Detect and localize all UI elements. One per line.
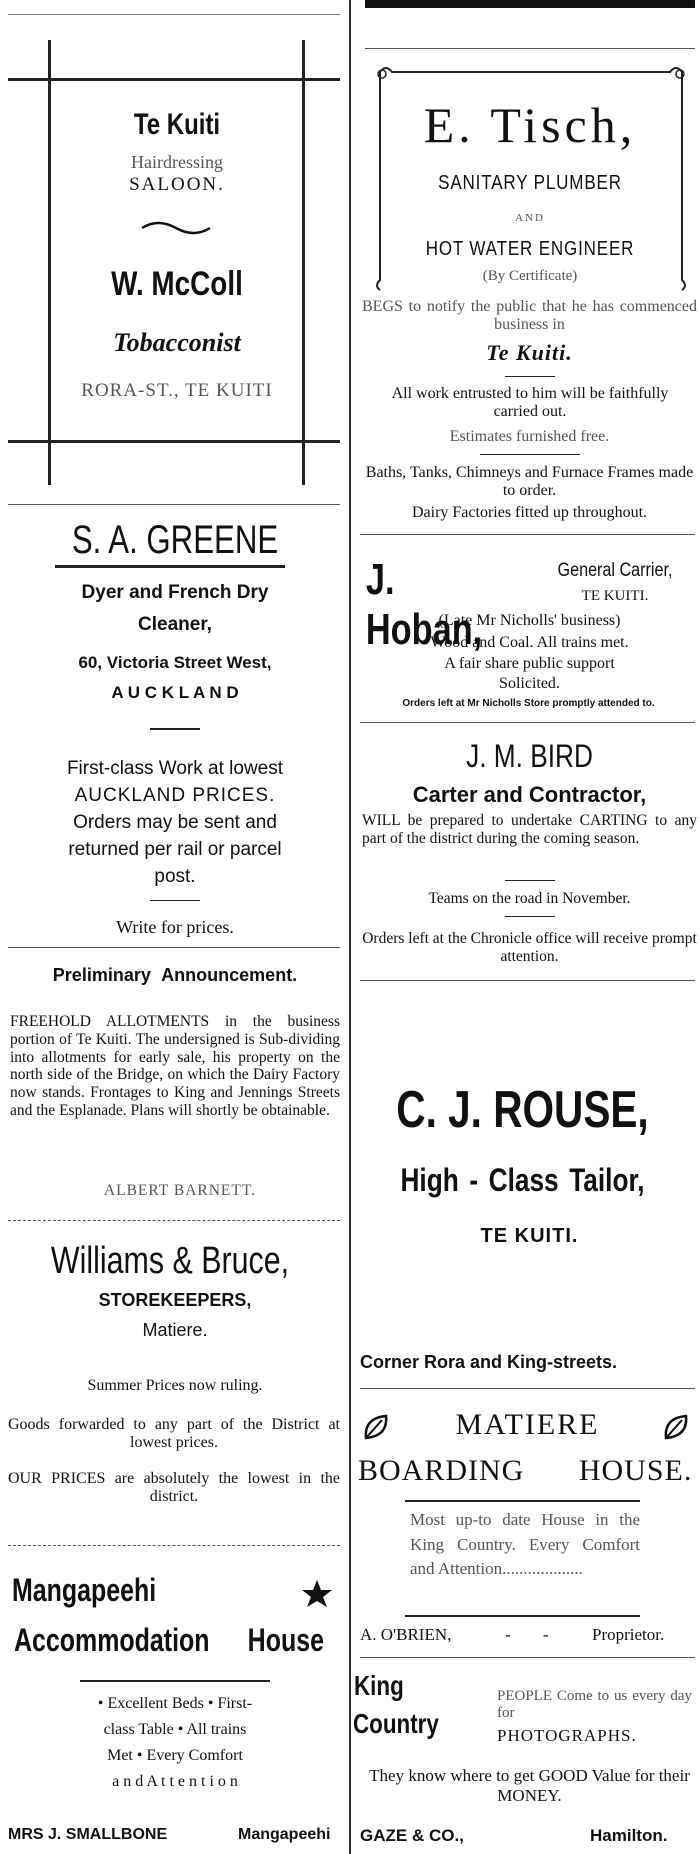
tisch-name: E. Tisch,: [423, 97, 637, 153]
tisch-p5: Dairy Factories fitted up throughout.: [411, 504, 648, 521]
leaf-ornament-icon: [662, 1412, 690, 1442]
rouse-trade: High - Class Tailor,: [400, 1162, 645, 1198]
gaze-footer-right: Hamilton.: [590, 1826, 668, 1845]
mangapeehi-name2: Accommodation House: [14, 1622, 324, 1658]
gaze-p1: PEOPLE Come to us every day for: [497, 1688, 692, 1722]
top-bar-right: [365, 0, 695, 8]
matiere-rule-2: [405, 1615, 640, 1617]
greene-address: 60, Victoria Street West,: [78, 653, 272, 672]
mccoll-sub2: SALOON.: [129, 174, 225, 195]
bird-short-rule: [505, 880, 555, 881]
frame-left-vertical: [48, 40, 51, 485]
bird-name: J. M. BIRD: [466, 738, 593, 774]
gaze-name2: Country: [353, 1708, 439, 1739]
mangapeehi-footer-right: Mangapeehi: [238, 1826, 331, 1843]
star-ornament-icon: [300, 1578, 334, 1608]
bird-p1: WILL be prepared to undertake CARTING to any part of the district during the coming season.: [362, 812, 697, 847]
greene-line1: Dyer and French Dry: [81, 582, 269, 603]
mccoll-name: W. McColl: [111, 265, 243, 303]
leaf-ornament-icon: [362, 1412, 390, 1442]
tisch-p3: Estimates furnished free.: [449, 428, 610, 445]
matiere-rule: [405, 1500, 640, 1502]
separator: [360, 534, 695, 535]
separator: [8, 504, 340, 505]
tisch-p2: All work entrusted to him will be faithfully carried out.: [391, 385, 669, 421]
matiere-proprietor: Proprietor.: [592, 1625, 665, 1644]
separator: [8, 947, 340, 948]
greene-underline: [55, 565, 285, 568]
williams-line1: STOREKEEPERS,: [98, 1290, 252, 1310]
bird-trade: Carter and Contractor,: [412, 782, 647, 807]
tisch-line2: HOT WATER ENGINEER: [425, 238, 635, 260]
tisch-p1: BEGS to notify the public that he has commenced business in: [362, 298, 697, 334]
greene-short-rule: [150, 728, 200, 730]
mangapeehi-underline: [80, 1680, 270, 1682]
bird-p2: Teams on the road in November.: [428, 890, 631, 907]
williams-p2: Goods forwarded to any part of the District at lowest prices.: [8, 1416, 340, 1452]
separator: [360, 1657, 695, 1658]
mccoll-address: RORA-ST., TE KUITI: [81, 380, 273, 401]
gaze-p1b: PHOTOGRAPHS.: [497, 1726, 637, 1745]
greene-body5: post.: [154, 866, 196, 887]
greene-city: A U C K L A N D: [111, 683, 239, 702]
barnett-body: FREEHOLD ALLOTMENTS in the business portion of Te Kuiti. The undersigned is Sub-dividing into allotments for early sale, his property on the north side of the Bridge, on which the Dairy Factory now stands. Frontages to King and Jennings Streets and the Esplanade. Plans will shortly be obtainable.: [10, 1013, 340, 1120]
hoban-l4: Solicited.: [499, 675, 560, 692]
tisch-p4: Baths, Tanks, Chimneys and Furnace Frames made to order.: [365, 464, 694, 500]
mangapeehi-name1: Mangapeehi: [12, 1572, 157, 1608]
separator: [8, 1545, 340, 1546]
top-rule-left: [8, 14, 340, 15]
rouse-name: C. J. ROUSE,: [396, 1081, 649, 1139]
tisch-line1: SANITARY PLUMBER: [438, 172, 622, 194]
separator: [360, 1388, 695, 1389]
greene-line2: Cleaner,: [138, 614, 212, 635]
matiere-dashes: - -: [505, 1625, 563, 1644]
rouse-town: TE KUITI.: [480, 1225, 579, 1247]
bird-short-rule-2: [505, 916, 555, 917]
greene-short-rule-2: [150, 900, 200, 901]
tisch-line3: (By Certificate): [482, 268, 578, 284]
separator: [365, 48, 695, 49]
greene-body4: returned per rail or parcel: [68, 839, 282, 860]
hoban-carrier: General Carrier,: [557, 560, 673, 581]
column-divider: [349, 0, 351, 1854]
matiere-title2: BOARDING HOUSE.: [358, 1454, 693, 1487]
tisch-town: Te Kuiti.: [486, 340, 573, 365]
barnett-heading: Preliminary Announcement.: [52, 965, 298, 985]
hoban-town: TE KUITI.: [581, 588, 649, 604]
williams-line2: Matiere.: [142, 1320, 208, 1340]
williams-name: Williams & Bruce,: [50, 1240, 290, 1282]
hoban-l2: Wood and Coal. All trains met.: [430, 634, 629, 651]
separator: [360, 980, 695, 981]
hoban-l1: (Late Mr Nicholls' business): [438, 612, 621, 629]
mangapeehi-body4: a n d A t t e n t i o n: [112, 1773, 238, 1790]
separator: [8, 1220, 340, 1221]
barnett-signature: ALBERT BARNETT.: [103, 1182, 257, 1199]
gaze-name1: King: [354, 1670, 404, 1701]
rouse-address: Corner Rora and King-streets.: [360, 1352, 618, 1372]
greene-body3: Orders may be sent and: [73, 812, 277, 833]
mccoll-title: Te Kuiti: [133, 108, 221, 141]
williams-p1: Summer Prices now ruling.: [87, 1377, 263, 1394]
tisch-short-rule: [505, 376, 555, 377]
mangapeehi-body3: Met • Every Comfort: [107, 1747, 243, 1764]
mangapeehi-body1: • Excellent Beds • First-: [97, 1695, 253, 1712]
greene-name: S. A. GREENE: [71, 518, 279, 562]
mangapeehi-footer-left: MRS J. SMALLBONE: [8, 1826, 168, 1843]
matiere-body: Most up-to date House in the King Country. Every Comfort and Attention...................: [410, 1510, 640, 1579]
mccoll-trade: Tobacconist: [113, 328, 241, 357]
bird-p3: Orders left at the Chronicle office will receive prompt attention.: [362, 930, 697, 965]
matiere-title1: MATIERE: [455, 1408, 600, 1441]
frame-bottom-horizontal: [8, 440, 340, 443]
frame-right-vertical: [302, 40, 305, 485]
hoban-l3: A fair share public support: [444, 655, 615, 672]
tisch-and: AND: [515, 212, 545, 224]
mangapeehi-body2: class Table • All trains: [103, 1721, 247, 1738]
williams-p3: OUR PRICES are absolutely the lowest in the district.: [8, 1470, 340, 1506]
greene-body1: First-class Work at lowest: [66, 758, 284, 779]
gaze-footer-left: GAZE & CO.,: [360, 1826, 464, 1845]
separator: [360, 722, 695, 723]
tisch-short-rule-2: [480, 454, 580, 455]
flourish-ornament: [140, 220, 212, 236]
greene-body2: AUCKLAND PRICES.: [74, 785, 276, 806]
frame-top-horizontal: [8, 78, 340, 81]
matiere-proprietor-name: A. O'BRIEN,: [360, 1625, 452, 1644]
hoban-name: J. Hoban,: [365, 555, 483, 654]
gaze-p2: They know where to get GOOD Value for their MONEY.: [369, 1766, 690, 1805]
mccoll-sub1: Hairdressing: [131, 152, 223, 172]
hoban-l5: Orders left at Mr Nicholls Store promptly attended to.: [402, 698, 655, 709]
greene-write: Write for prices.: [116, 917, 234, 937]
